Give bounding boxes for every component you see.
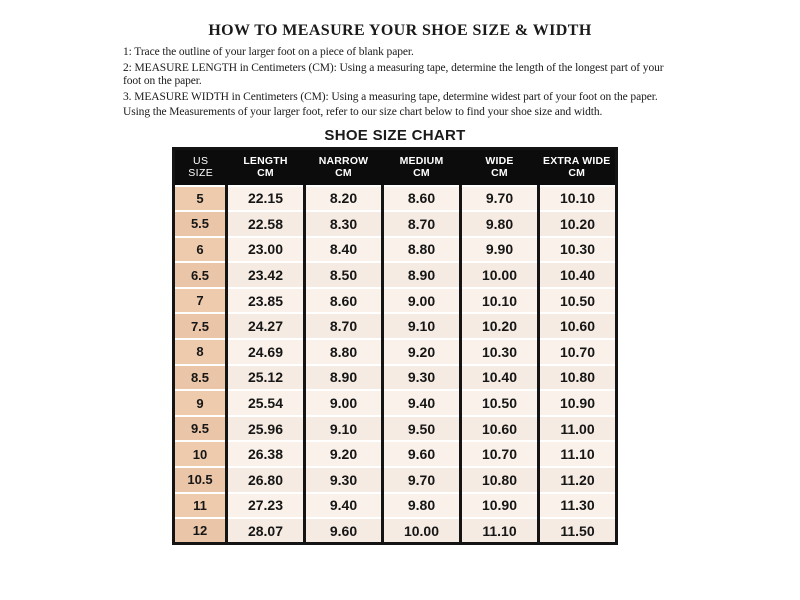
table-row	[174, 441, 617, 467]
measurement-cell: 9.00	[383, 288, 461, 314]
measurement-cell: 24.69	[227, 339, 305, 365]
measurement-cell: 11.10	[461, 518, 539, 544]
us-size-cell: 8.5	[174, 365, 227, 391]
measurement-cell: 9.50	[383, 416, 461, 442]
instructions-block	[123, 46, 679, 122]
column-header-medium: MEDIUM CM	[383, 149, 461, 186]
size-table	[172, 147, 618, 545]
measurement-cell: 10.70	[461, 441, 539, 467]
table-row	[174, 467, 617, 493]
measurement-cell: 26.38	[227, 441, 305, 467]
measurement-cell: 9.10	[383, 313, 461, 339]
measurement-cell: 8.20	[305, 186, 383, 212]
us-size-cell: 10.5	[174, 467, 227, 493]
measurement-cell: 11.10	[539, 441, 617, 467]
measurement-cell: 8.80	[383, 237, 461, 263]
measurement-cell: 10.80	[461, 467, 539, 493]
measurement-cell: 9.80	[383, 493, 461, 519]
measurement-cell: 10.30	[461, 339, 539, 365]
size-table-header	[174, 149, 617, 186]
measurement-cell: 8.80	[305, 339, 383, 365]
table-row	[174, 339, 617, 365]
us-size-cell: 10	[174, 441, 227, 467]
measurement-cell: 9.60	[383, 441, 461, 467]
table-row	[174, 186, 617, 212]
measurement-cell: 8.50	[305, 262, 383, 288]
us-size-cell: 8	[174, 339, 227, 365]
us-size-cell: 9	[174, 390, 227, 416]
size-table-header-row	[174, 149, 617, 186]
measurement-cell: 8.90	[383, 262, 461, 288]
measurement-cell: 9.70	[383, 467, 461, 493]
table-row	[174, 288, 617, 314]
measurement-cell: 10.10	[461, 288, 539, 314]
us-size-cell: 6.5	[174, 262, 227, 288]
measurement-cell: 9.20	[305, 441, 383, 467]
table-row	[174, 313, 617, 339]
measurement-cell: 9.90	[461, 237, 539, 263]
measurement-cell: 28.07	[227, 518, 305, 544]
instruction-step-3: 3. MEASURE WIDTH in Centimeters (CM): Using a measuring tape, determine widest part of your foot on the paper.	[123, 90, 658, 103]
measurement-cell: 10.20	[539, 211, 617, 237]
measurement-cell: 26.80	[227, 467, 305, 493]
table-row	[174, 416, 617, 442]
us-size-cell: 11	[174, 493, 227, 519]
instruction-step-1: 1: Trace the outline of your larger foot on a piece of blank paper.	[123, 46, 414, 58]
table-row	[174, 365, 617, 391]
measurement-cell: 23.00	[227, 237, 305, 263]
measurement-cell: 10.70	[539, 339, 617, 365]
table-row	[174, 262, 617, 288]
measurement-cell: 9.70	[461, 186, 539, 212]
measurement-cell: 9.10	[305, 416, 383, 442]
table-row	[174, 518, 617, 544]
instruction-step-2: 2: MEASURE LENGTH in Centimeters (CM): Using a measuring tape, determine the length of the longest part of your foot on the paper.	[123, 61, 664, 87]
us-size-cell: 7	[174, 288, 227, 314]
measurement-cell: 11.30	[539, 493, 617, 519]
size-table-body	[174, 186, 617, 544]
column-header-us-size: US SIZE	[174, 149, 227, 186]
measurement-cell: 8.40	[305, 237, 383, 263]
column-header-length: LENGTH CM	[227, 149, 305, 186]
measurement-cell: 10.60	[461, 416, 539, 442]
measurement-cell: 8.60	[383, 186, 461, 212]
measurement-cell: 25.12	[227, 365, 305, 391]
measurement-cell: 27.23	[227, 493, 305, 519]
measurement-cell: 9.20	[383, 339, 461, 365]
measurement-cell: 10.00	[383, 518, 461, 544]
measurement-cell: 23.42	[227, 262, 305, 288]
measurement-cell: 11.00	[539, 416, 617, 442]
measurement-cell: 9.60	[305, 518, 383, 544]
measurement-cell: 8.60	[305, 288, 383, 314]
table-row	[174, 390, 617, 416]
measurement-cell: 25.96	[227, 416, 305, 442]
table-row	[174, 237, 617, 263]
measurement-cell: 8.70	[383, 211, 461, 237]
us-size-cell: 7.5	[174, 313, 227, 339]
measurement-cell: 22.58	[227, 211, 305, 237]
measurement-cell: 9.40	[383, 390, 461, 416]
measurement-cell: 10.20	[461, 313, 539, 339]
measurement-cell: 24.27	[227, 313, 305, 339]
measurement-cell: 9.30	[305, 467, 383, 493]
measurement-cell: 10.50	[539, 288, 617, 314]
column-header-extra-wide: EXTRA WIDE CM	[539, 149, 617, 186]
measurement-cell: 9.00	[305, 390, 383, 416]
column-header-narrow: NARROW CM	[305, 149, 383, 186]
chart-title: SHOE SIZE CHART	[324, 127, 466, 144]
measurement-cell: 25.54	[227, 390, 305, 416]
measurement-cell: 10.90	[461, 493, 539, 519]
measurement-cell: 9.30	[383, 365, 461, 391]
table-row	[174, 493, 617, 519]
us-size-cell: 5.5	[174, 211, 227, 237]
measurement-cell: 10.40	[461, 365, 539, 391]
column-header-wide: WIDE CM	[461, 149, 539, 186]
measurement-cell: 9.80	[461, 211, 539, 237]
us-size-cell: 6	[174, 237, 227, 263]
instruction-note: Using the Measurements of your larger foot, refer to our size chart below to find your shoe size and width.	[123, 106, 603, 118]
measurement-cell: 8.30	[305, 211, 383, 237]
measurement-cell: 10.50	[461, 390, 539, 416]
measurement-cell: 22.15	[227, 186, 305, 212]
measurement-cell: 11.20	[539, 467, 617, 493]
measurement-cell: 10.80	[539, 365, 617, 391]
measurement-cell: 10.90	[539, 390, 617, 416]
measurement-cell: 9.40	[305, 493, 383, 519]
measurement-cell: 10.60	[539, 313, 617, 339]
measurement-cell: 23.85	[227, 288, 305, 314]
us-size-cell: 5	[174, 186, 227, 212]
measurement-cell: 10.40	[539, 262, 617, 288]
measurement-cell: 8.70	[305, 313, 383, 339]
us-size-cell: 9.5	[174, 416, 227, 442]
measurement-cell: 10.30	[539, 237, 617, 263]
table-row	[174, 211, 617, 237]
page-title: HOW TO MEASURE YOUR SHOE SIZE & WIDTH	[208, 22, 592, 39]
us-size-cell: 12	[174, 518, 227, 544]
measurement-cell: 11.50	[539, 518, 617, 544]
measurement-cell: 8.90	[305, 365, 383, 391]
measurement-cell: 10.10	[539, 186, 617, 212]
measurement-cell: 10.00	[461, 262, 539, 288]
